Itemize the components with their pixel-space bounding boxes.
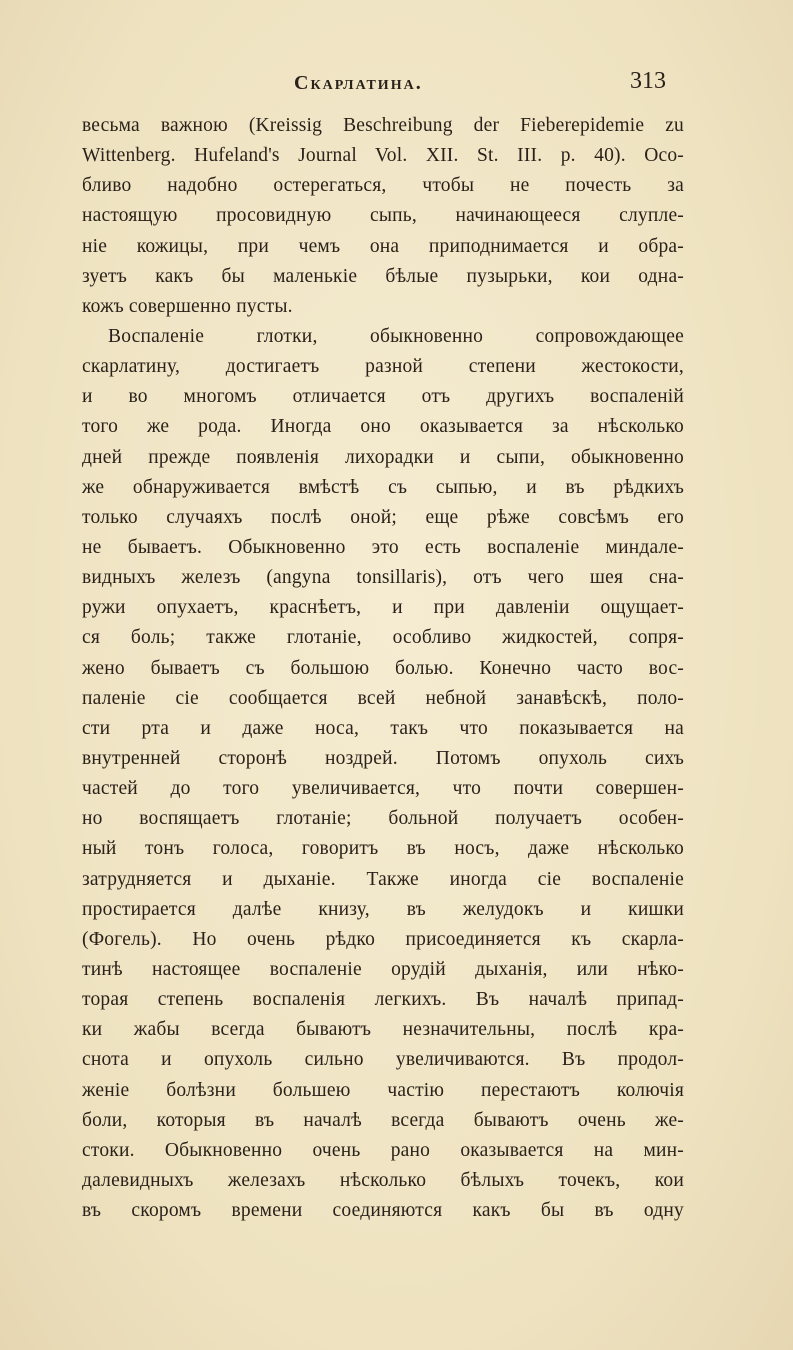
text-line: ся боль; также глотаніе, особливо жидкостей, сопря-	[82, 627, 684, 649]
text-line: тинѣ настоящее воспаленіе орудій дыханія, или нѣко-	[82, 958, 684, 980]
body-text	[82, 111, 684, 1226]
text-line: ный тонъ голоса, говоритъ въ носъ, даже нѣсколько	[82, 838, 684, 860]
text-line: кожъ совершенно пусты.	[82, 295, 293, 317]
text-line: простирается далѣе книзу, въ желудокъ и кишки	[82, 898, 684, 920]
text-line: боли, которыя въ началѣ всегда бываютъ очень же-	[82, 1109, 684, 1131]
text-line: снота и опухоль сильно увеличиваются. Въ продол-	[82, 1049, 684, 1071]
text-line: Wittenberg. Hufeland's Journal Vol. XII. St. III. p. 40). Осо-	[82, 145, 684, 167]
text-line: того же рода. Иногда оно оказывается за нѣсколько	[82, 416, 684, 438]
text-line: видныхъ железъ (angyna tonsillaris), отъ чего шея сна-	[82, 567, 684, 589]
text-line: дней прежде появленія лихорадки и сыпи, обыкновенно	[82, 446, 684, 468]
page-number: 313	[630, 68, 666, 94]
text-line: торая степень воспаленія легкихъ. Въ началѣ припад-	[82, 989, 684, 1011]
text-line: женіе болѣзни большею частію перестаютъ колючія	[82, 1079, 684, 1101]
text-line: (Фогель). Но очень рѣдко присоединяется къ скарла-	[82, 928, 684, 950]
text-line: бливо надобно остерегаться, чтобы не почесть за	[82, 175, 684, 197]
text-line: ки жабы всегда бываютъ незначительны, послѣ кра-	[82, 1019, 684, 1041]
text-line: частей до того увеличивается, что почти совершен-	[82, 778, 684, 800]
text-line: паленіе сіе сообщается всей небной занавѣскѣ, поло-	[82, 687, 684, 709]
text-line: ніе кожицы, при чемъ она приподнимается и обра-	[82, 235, 684, 257]
text-line: сти рта и даже носа, такъ что показывается на	[82, 717, 684, 739]
text-line: зуетъ какъ бы маленькіе бѣлые пузырьки, кои одна-	[82, 265, 684, 287]
text-line: и во многомъ отличается отъ другихъ воспаленій	[82, 386, 684, 408]
text-line: въ скоромъ времени соединяются какъ бы въ одну	[82, 1200, 684, 1222]
text-line: же обнаруживается вмѣстѣ съ сыпью, и въ рѣдкихъ	[82, 476, 684, 498]
text-line: внутренней сторонѣ ноздрей. Потомъ опухоль сихъ	[82, 747, 684, 769]
running-title: Скарлатина.	[294, 72, 423, 94]
text-line: не бываетъ. Обыкновенно это есть воспаленіе миндале-	[82, 536, 684, 558]
text-line: жено бываетъ съ большою болью. Конечно часто вос-	[82, 657, 684, 679]
text-line: настоящую просовидную сыпь, начинающееся слупле-	[82, 205, 684, 227]
text-line: далевидныхъ железахъ нѣсколько бѣлыхъ точекъ, кои	[82, 1169, 684, 1191]
page-header	[0, 68, 793, 108]
text-line: стоки. Обыкновенно очень рано оказывается на мин-	[82, 1139, 684, 1161]
text-line: только случаяхъ послѣ оной; еще рѣже совсѣмъ его	[82, 506, 684, 528]
text-line: скарлатину, достигаетъ разной степени жестокости,	[82, 356, 684, 378]
text-line: затрудняется и дыханіе. Также иногда сіе воспаленіе	[82, 868, 684, 890]
text-line: ружи опухаетъ, краснѣетъ, и при давленіи ощущает-	[82, 597, 684, 619]
text-line: Воспаленіе глотки, обыкновенно сопровождающее	[108, 325, 684, 347]
text-line: но воспящаетъ глотаніе; больной получаетъ особен-	[82, 808, 684, 830]
text-line: весьма важною (Kreissig Beschreibung der Fieberepidemie zu	[82, 115, 684, 136]
